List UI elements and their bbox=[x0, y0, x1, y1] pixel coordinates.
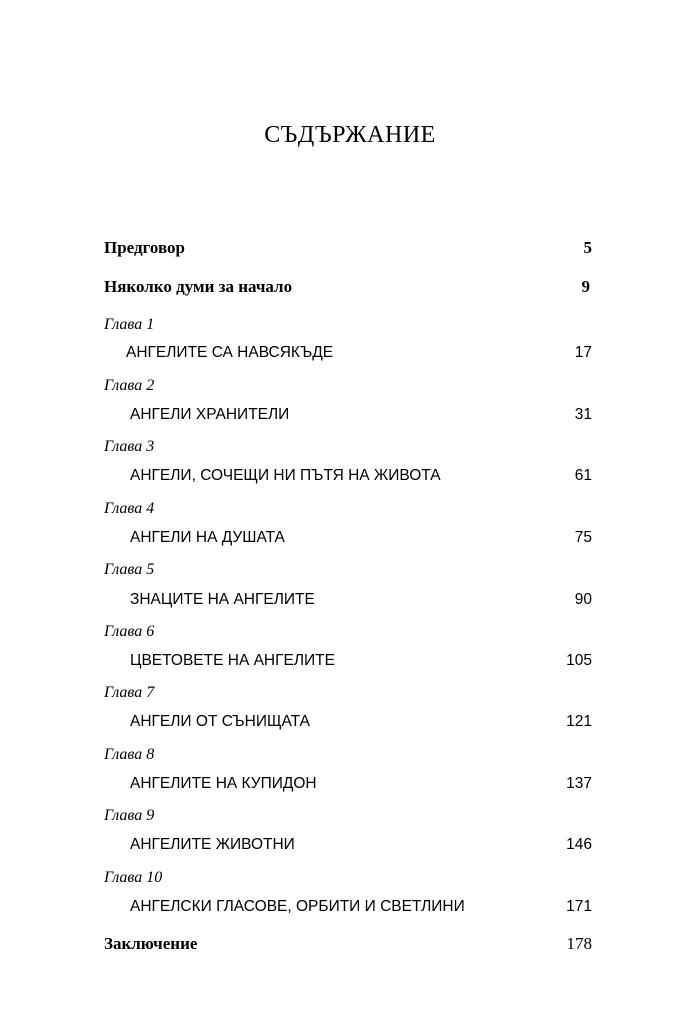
toc-entry-label: Предговор bbox=[104, 238, 185, 257]
toc-entry-page: 75 bbox=[574, 529, 592, 546]
toc-entry-chapter bbox=[130, 404, 592, 426]
chapter-label: Глава 1 bbox=[104, 316, 155, 333]
toc-entry-page: 178 bbox=[566, 934, 592, 953]
chapter-label: Глава 5 bbox=[104, 561, 155, 578]
toc-entry-page: 146 bbox=[566, 836, 592, 853]
toc-entry-chapter bbox=[130, 465, 592, 487]
toc-entry-page: 121 bbox=[566, 713, 592, 730]
toc-entry-page: 5 bbox=[583, 238, 592, 257]
toc-entry-chapter bbox=[130, 711, 592, 733]
toc-entry-label: Заключение bbox=[104, 934, 198, 953]
toc-entry-page: 17 bbox=[574, 344, 592, 361]
chapter-label: Глава 2 bbox=[104, 377, 155, 394]
toc-entry-title: АНГЕЛИ, СОЧЕЩИ НИ ПЪТЯ НА ЖИВОТА bbox=[130, 467, 441, 484]
toc-entry-chapter bbox=[130, 650, 592, 672]
toc-entry-page: 61 bbox=[574, 467, 592, 484]
chapter-label: Глава 4 bbox=[104, 500, 155, 517]
toc-entry-chapter bbox=[130, 834, 592, 856]
toc-entry-chapter bbox=[126, 342, 592, 364]
toc-entry-title: АНГЕЛИТЕ СА НАВСЯКЪДЕ bbox=[126, 344, 334, 361]
toc-entry-page: 105 bbox=[566, 652, 592, 669]
toc-entry-title: ЦВЕТОВЕТЕ НА АНГЕЛИТЕ bbox=[130, 652, 335, 669]
chapter-label: Глава 6 bbox=[104, 623, 155, 640]
toc-entry-page: 9 bbox=[581, 277, 590, 296]
toc-entry-title: АНГЕЛИТЕ ЖИВОТНИ bbox=[130, 836, 295, 853]
toc-entry-label: Няколко думи за начало bbox=[104, 277, 293, 296]
toc-entry-intro bbox=[104, 276, 590, 298]
toc-entry-page: 90 bbox=[574, 591, 592, 608]
toc-entry-preface bbox=[104, 237, 592, 259]
toc-entry-title: АНГЕЛИ ХРАНИТЕЛИ bbox=[130, 406, 290, 423]
toc-entry-page: 31 bbox=[574, 406, 592, 423]
toc-entry-title: АНГЕЛИ ОТ СЪНИЩАТА bbox=[130, 713, 310, 730]
toc-entry-page: 137 bbox=[566, 775, 592, 792]
toc-entry-title: АНГЕЛИТЕ НА КУПИДОН bbox=[130, 775, 317, 792]
chapter-label: Глава 8 bbox=[104, 746, 155, 763]
chapter-label: Глава 10 bbox=[104, 869, 163, 886]
chapter-label: Глава 3 bbox=[104, 438, 155, 455]
chapter-label: Глава 7 bbox=[104, 684, 155, 701]
toc-entry-conclusion bbox=[104, 933, 592, 955]
toc-entry-chapter bbox=[130, 773, 592, 795]
toc-entry-chapter bbox=[130, 589, 592, 611]
chapter-label: Глава 9 bbox=[104, 807, 155, 824]
toc-entry-title: АНГЕЛИ НА ДУШАТА bbox=[130, 529, 285, 546]
toc-entry-title: АНГЕЛСКИ ГЛАСОВЕ, ОРБИТИ И СВЕТЛИНИ bbox=[130, 898, 465, 915]
toc-entry-title: ЗНАЦИТЕ НА АНГЕЛИТЕ bbox=[130, 591, 315, 608]
toc-entry-chapter bbox=[130, 896, 592, 918]
toc-entry-page: 171 bbox=[566, 898, 592, 915]
toc-entry-chapter bbox=[130, 527, 592, 549]
page-title: СЪДЪРЖАНИЕ bbox=[264, 122, 436, 148]
